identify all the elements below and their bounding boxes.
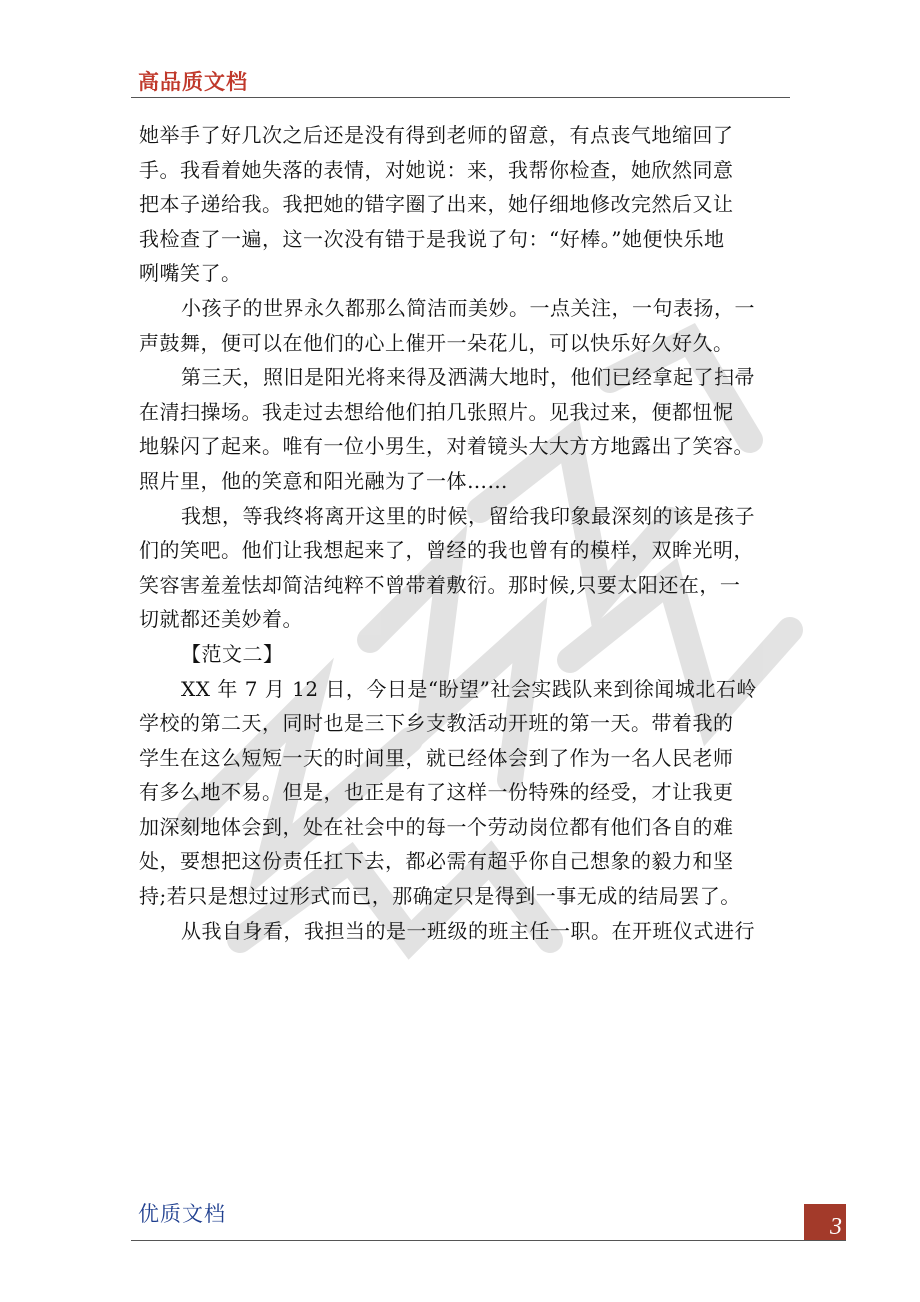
text-line: 第三天，照旧是阳光将来得及洒满大地时，他们已经拿起了扫帚 bbox=[181, 365, 755, 390]
paragraph bbox=[139, 499, 789, 637]
paragraph bbox=[139, 360, 789, 498]
text-line: 她举手了好几次之后还是没有得到老师的留意，有点丧气地缩回了 bbox=[139, 123, 734, 147]
paragraph bbox=[139, 637, 789, 672]
text-line: 处，要想把这份责任扛下去，都必需有超乎你自己想象的毅力和坚 bbox=[139, 849, 734, 874]
footer-divider bbox=[131, 1240, 846, 1241]
paragraph bbox=[139, 672, 789, 914]
footer-label: 优质文档 bbox=[138, 1202, 226, 1226]
header-divider bbox=[131, 97, 790, 98]
text-line: 学校的第二天，同时也是三下乡支教活动开班的第一天。带着我的 bbox=[139, 711, 734, 736]
text-line: XX 年 7 月 12 日，今日是“盼望”社会实践队来到徐闻城北石岭 bbox=[181, 676, 757, 701]
text-line: 咧嘴笑了。 bbox=[139, 261, 242, 286]
text-line: 持;若只是想过过形式而已，那确定只是得到一事无成的结局罢了。 bbox=[139, 884, 741, 909]
paragraph bbox=[139, 118, 789, 291]
paragraph bbox=[139, 914, 789, 949]
text-line: 手。我看着她失落的表情，对她说：来，我帮你检查，她欣然同意 bbox=[139, 157, 734, 182]
text-line: 从我自身看，我担当的是一班级的班主任一职。在开班仪式进行 bbox=[181, 918, 755, 943]
text-line: 切就都还美妙着。 bbox=[139, 607, 303, 632]
text-line: 在清扫操场。我走过去想给他们拍几张照片。见我过来，便都忸怩 bbox=[139, 399, 734, 424]
text-line: 把本子递给我。我把她的错字圈了出来，她仔细地修改完然后又让 bbox=[139, 192, 734, 217]
text-line: 我想，等我终将离开这里的时候，留给我印象最深刻的该是孩子 bbox=[181, 503, 755, 528]
text-line: 声鼓舞，便可以在他们的心上催开一朵花儿，可以快乐好久好久。 bbox=[139, 330, 734, 355]
text-line: 们的笑吧。他们让我想起来了，曾经的我也曾有的模样，双眸光明， bbox=[139, 538, 754, 563]
text-line: 照片里，他的笑意和阳光融为了一体…… bbox=[139, 468, 508, 493]
text-line: 学生在这么短短一天的时间里，就已经体会到了作为一名人民老师 bbox=[139, 745, 734, 770]
text-line: 我检查了一遍，这一次没有错于是我说了句：“好棒。”她便快乐地 bbox=[139, 226, 725, 251]
text-line: 地躲闪了起来。唯有一位小男生，对着镜头大大方方地露出了笑容。 bbox=[139, 434, 754, 459]
page-number-badge: 3 bbox=[804, 1204, 846, 1240]
text-line: 笑容害羞羞怯却简洁纯粹不曾带着敷衍。那时候,只要太阳还在，一 bbox=[139, 572, 741, 597]
paragraph bbox=[139, 291, 789, 360]
text-line: 小孩子的世界永久都那么简洁而美妙。一点关注，一句表扬，一 bbox=[181, 295, 755, 320]
document-header-title: 高品质文档 bbox=[138, 70, 248, 94]
document-body bbox=[139, 118, 789, 948]
text-line: 有多么地不易。但是，也正是有了这样一份特殊的经受，才让我更 bbox=[139, 780, 734, 805]
text-line: 【范文二】 bbox=[181, 641, 284, 666]
text-line: 加深刻地体会到，处在社会中的每一个劳动岗位都有他们各自的难 bbox=[139, 814, 734, 839]
